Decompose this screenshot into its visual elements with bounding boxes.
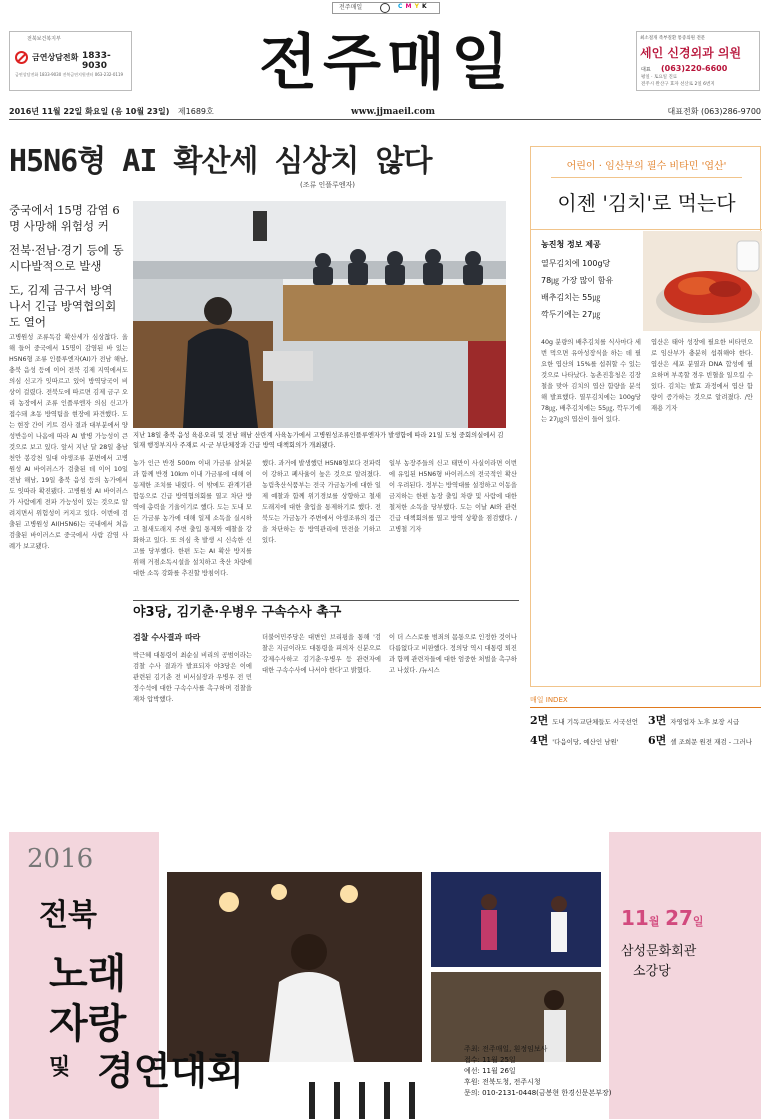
second-story-col-2: 더불어민주당은 대변인 브리핑을 통해 '검찰은 지금이라도 대통령을 피의자 신분으로 강제수사하고 김기춘·우병우 등 관련자에 대한 구속수사에 나서야 한다'고 밝혔다. (262, 634, 381, 674)
ad-right-phone: (063)220-6600 (661, 64, 728, 73)
page-index (530, 695, 761, 755)
ad-right-name: 세인 신경외과 의원 (640, 46, 742, 60)
ad-right-hours: 평일 · 토요일 진료 (641, 75, 678, 80)
ad-left-note: 금연상담전화 1833-9030 전북금연지원센터 063-232-0119 (15, 72, 124, 77)
banner-top-band (9, 772, 761, 832)
dateline (9, 104, 761, 120)
registration-mark-icon (380, 3, 390, 13)
banner-day-unit: 일 (692, 915, 704, 928)
banner-info-line: 예선: 11월 26일 (464, 1067, 516, 1075)
cmyk-m: M (405, 3, 412, 10)
banner-venue-2: 소강당 (633, 964, 671, 979)
index-item[interactable] (530, 715, 638, 728)
feature-title: 이젠 '김치'로 먹는다 (557, 191, 736, 215)
feature-fact: 깍두기에는 27㎍ (541, 310, 601, 319)
index-text: 도내 기독교단체들도 시국선언 (552, 718, 639, 726)
cmyk-c: C (398, 3, 403, 10)
feature-box-folate[interactable] (530, 146, 761, 687)
feature-divider (551, 177, 742, 178)
ad-left-org: 전북보건복지부 (27, 36, 61, 42)
main-story-photo[interactable] (133, 201, 506, 428)
banner-info-line: 접수: 11월 25일 (464, 1056, 516, 1064)
feature-divider-2 (531, 229, 762, 230)
ad-smoking-hotline[interactable] (9, 31, 132, 91)
feature-col-2: 엽산은 태아 성장에 필요한 비타민으로 임산부가 충분히 섭취해야 한다. 엽산은 세포 분열과 DNA 합성에 필요하며 부족할 경우 빈혈을 일으킬 수 있다. 김치는 발효 과정에서 엽산 함량이 증가하는 것으로 알려졌다. /안재용 기자 (651, 339, 753, 412)
ad-left-title: 금연상담전화 (32, 53, 79, 62)
feature-fact: 배추김치는 55㎍ (541, 293, 601, 302)
main-story-col-1: 고병원성 조류독감 확산세가 심상찮다. 올해 들어 중국에서 15명이 감염된 바 있는 H5N6형 조류 인플루엔자(AI)가 전남 해남, 충북 음성 등에 이어 전북 김제 지역에서도 의심 신고가 잇따르고 있어 방역당국이 비상이 걸렸다. 전북도에 따르면 김제 금구 오리 농장에서 조류 인플루엔자 의심 신고가 접수돼 초동 방역팀을 현장에 파견했다. 도는 현장 간이 키트 검사 결과 대부분에서 양성반응이 나옴에 따라 AI 발병 가능성이 큰 것으로 보고 있다. 앞서 지난 달 28일 충남 천안 봉강천 일대 야생조류 분변에서 고병원성 AI 바이러스가 검출된 데 이어 10일 전남 해남, 19일 충북 음성 등의 농가에서도 잇따라 확진됐다. 고병원성 AI 바이러스가 사람에게 전파 가능성이 있는 것으로 알려지면서 위험성이 커지고 있다. 이번에 검출된 고병원성 AI(H5N6)는 국내에서 처음 검출된 바이러스로 중국에서 사람 감염 사례가 보고됐다. (9, 334, 128, 550)
issue-date: 2016년 11월 22일 화요일 (음 10월 23일) (9, 107, 170, 116)
second-subhead: 검찰 수사결과 따라 (133, 633, 201, 642)
no-smoking-icon (15, 51, 28, 64)
feature-fact: 78㎍ 가장 많이 함유 (541, 276, 614, 285)
feature-fact: 열무김치에 100g당 (541, 259, 611, 268)
main-byline: (조류 인플루엔자) (300, 181, 356, 189)
banner-date (621, 906, 704, 930)
meeting-photo (133, 201, 506, 428)
masthead-title: 전주매일 (259, 28, 515, 98)
cmyk-marks (398, 3, 428, 10)
subhead-3: 도, 김제 금구서 방역 나서 긴급 방역협의회도 열어 (9, 283, 117, 329)
ad-left-phone: 1833-9030 (82, 51, 111, 71)
slug-label: 전주매일 (339, 4, 363, 11)
index-text: 자영업자 노후 보장 시급 (670, 718, 740, 726)
feature-col-1: 40g 분량의 배추김치를 식사마다 세 번 먹으면 유아성장식을 하는 데 필요한 엽산의 15%를 섭취할 수 있는 것으로 나타났다. 농촌진흥청은 김장철을 맞아 김치의 엽산 함량을 분석해 발표했다. 열무김치에는 100g당 78㎍, 배추김치에는 55㎍, 깍두기에는 27㎍의 엽산이 들어 있다. (541, 339, 641, 423)
banner-title-2: 노래 (49, 951, 127, 997)
ad-sein-clinic[interactable] (636, 31, 760, 91)
subhead-2: 전북·전남·경기 등에 동시다발적으로 발생 (9, 243, 124, 273)
main-story-col-4: 일부 농장주들의 신고 태만이 사실이라면 이번에 유입된 H5N6형 바이러스의 전국적인 확산이 우려된다. 정부는 방역대를 설정하고 이동을 금지하는 한편 농장 출입 차량 및 사람에 대한 철저한 소독을 당부했다. 도는 이날 AI와 관련 긴급 대책회의를 열고 방역 상황을 점검했다. /고병철 기자 (389, 460, 517, 533)
banner-venue-1: 삼성문화회관 (621, 944, 697, 959)
ad-right-small: 최소절개 족부질환 통증의원 전문 (640, 36, 706, 41)
issue-number: 제1689호 (177, 107, 214, 116)
second-story-rule (133, 600, 519, 601)
index-item[interactable] (648, 735, 752, 748)
cmyk-y: Y (414, 3, 419, 10)
index-text: '다음이당, 예산인 남원' (552, 738, 619, 746)
main-story-col-2: 농가 인근 반경 500m 이내 가금류 살처분과 함께 반경 10km 이내 가금류에 대해 이동제한 조치를 내렸다. 이 밖에도 관계기관 합동으로 긴급 방역협의회를 열고 차단 방역에 총력을 기울이기로 했다. 도는 도내 모든 가금류 농가에 대해 일제 소독을 실시하고 철새도래지 주변 출입 통제와 예찰을 강화하고 있다. 또 의심 축 발생 시 신속한 신고를 당부했다. 한편 도는 AI 확산 방지를 위해 거점소독시설을 설치하고 축산 차량에 대한 소독 강화를 추진할 방침이다. (133, 460, 252, 577)
website-url[interactable]: www.jjmaeil.com (351, 107, 436, 117)
banner-month-unit: 월 (648, 915, 660, 928)
main-headline[interactable]: H5N6형 AI 확산세 심상치 않다 (9, 144, 432, 179)
banner-info-line: 주최: 전주매일, 흰정임보사 (464, 1045, 548, 1053)
second-story-col-3: 이 더 스스로를 범죄의 몸통으로 인정한 것이나 다름없다고 비판했다. 정의당 역시 대통령 퇴진과 함께 관련자들에 대한 엄중한 처벌을 촉구하고 나섰다. /뉴시스 (389, 634, 517, 674)
index-label: 매일 INDEX (530, 695, 761, 708)
index-page: 3면 (648, 714, 667, 727)
banner-year: 2016 (27, 844, 94, 874)
banner-day: 27 (665, 906, 693, 930)
banner-title-3: 자랑 (49, 1001, 127, 1047)
index-page: 6면 (648, 734, 667, 747)
feature-source: 농진청 정보 제공 (541, 240, 601, 249)
feature-kicker: 어린이 · 임산부의 필수 비타민 '엽산' (566, 161, 727, 172)
index-item[interactable] (648, 715, 739, 728)
index-page: 2면 (530, 714, 549, 727)
ad-right-phone-label: 대표 (641, 67, 651, 73)
kimchi-photo (643, 231, 762, 331)
banner-info-line: 문의: 010-2131-0448(금봉현 한경신문본부장) (464, 1089, 612, 1097)
ad-right-addr: 전주시 완산구 효자 선산로 2일 6번지 (641, 82, 715, 87)
second-headline[interactable]: 야3당, 김기춘·우병우 구속수사 촉구 (133, 605, 342, 620)
banner-info-line: 후원: 전북도청, 전주시청 (464, 1078, 541, 1086)
feature-facts (541, 255, 613, 323)
subhead-1: 중국에서 15명 감염 6명 사망해 위험성 커 (9, 203, 120, 233)
index-page: 4면 (530, 734, 549, 747)
main-story-col-3: 했다. 과거에 발생했던 H5N8형보다 전파력이 강하고 폐사율이 높은 것으로 알려졌다. 농림축산식품부는 전국 가금농가에 대한 일제 예찰과 함께 위기경보를 상향하고 철새도래지에 대한 출입을 통제하기로 했다. 전북도는 가금농가 주변에서 야생조류의 접근을 차단하는 등 방역관리에 만전을 기하고 있다. (262, 460, 381, 544)
photo-caption: 지난 18일 충북 음성 육용오리 및 전남 해남 산란계 사육농가에서 고병원성조류인플루엔자가 발생함에 따라 21일 도청 중회의실에서 김일재 행정부지사 주재로 시·군 부단체장과 긴급 방역 대책회의가 개최됐다. (133, 432, 504, 449)
index-item[interactable] (530, 735, 619, 748)
singing-contest-banner[interactable] (9, 772, 761, 1119)
second-story-col-1: 박근혜 대통령이 최순실 비리의 공범이라는 검찰 수사 결과가 발표되자 야3당은 이에 관련된 김기춘 전 비서실장과 우병우 전 민정수석에 대한 구속수사를 촉구하며 검찰을 재차 압박했다. (133, 652, 252, 703)
banner-title-4: 및 (49, 1055, 71, 1080)
banner-info (464, 1044, 611, 1099)
banner-title-5: 경연대회 (97, 1049, 244, 1093)
cmyk-k: K (422, 3, 427, 10)
banner-month: 11 (621, 906, 649, 930)
banner-title-1: 전북 (39, 898, 97, 933)
index-text: 셀 조희문 원전 재검 - 그러나 (670, 738, 753, 746)
main-phone: 대표전화 (063)286-9700 (667, 107, 761, 116)
